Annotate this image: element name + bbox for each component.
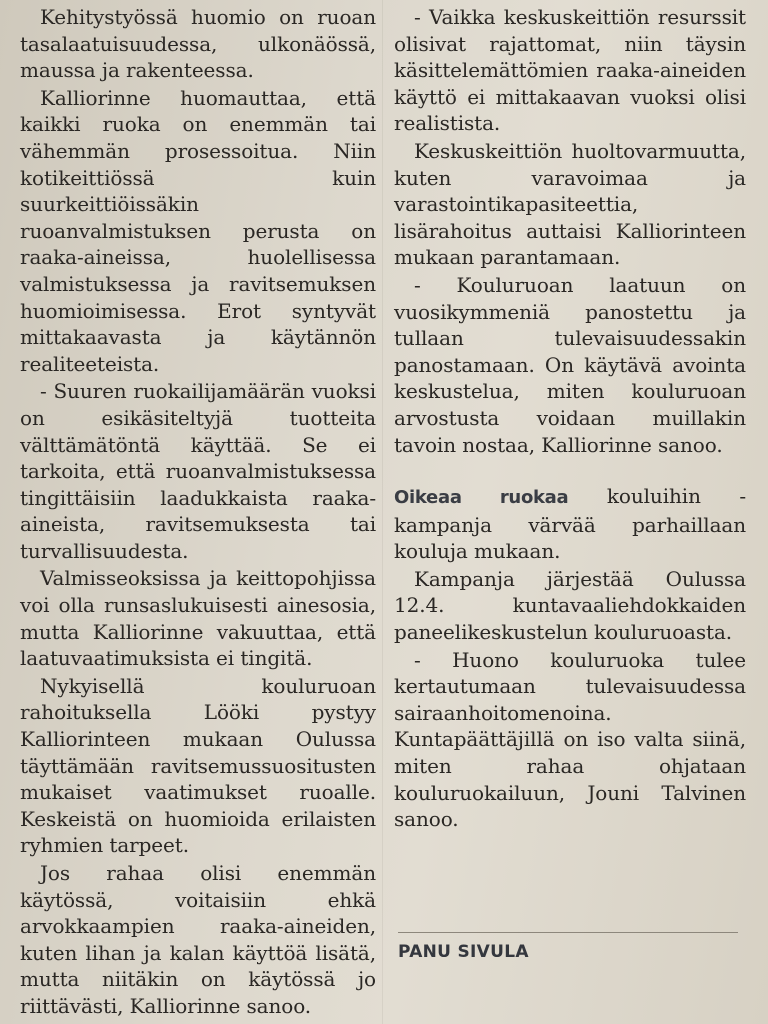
paragraph: Valmisseoksissa ja keittopohjissa voi olla runsaslukuisesti ainesosia, mutta Kalliorinne vakuuttaa, että laatuvaatimuksista ei tingitä. (20, 566, 376, 671)
campaign-paragraph (394, 483, 746, 565)
paragraph: - Kouluruoan laatuun on vuosikymmeniä panostettu ja tullaan tulevaisuudessakin panostamaan. On käytävä avointa keskustelua, miten kouluruoan arvostusta voidaan muillakin tavoin nostaa, Kalliorinne sanoo. (394, 272, 746, 457)
author-byline: PANU SIVULA (398, 942, 529, 962)
paragraph: - Suuren ruokailijamäärän vuoksi on esikäsiteltyjä tuotteita välttämätöntä käyttää. Se ei tarkoita, että ruoanvalmistuksessa tingittäisiin laadukkaista raaka-aineista, ravitsemuksesta tai turvallisuudesta. (20, 379, 376, 563)
paragraph: - Huono kouluruoka tulee kertautumaan tulevaisuudessa sairaanhoitomenoina. Kuntapäättäjillä on iso valta siinä, miten rahaa ohjataan kouluruokailuun, Jouni Talvinen sanoo. (394, 647, 746, 832)
paragraph: Kalliorinne huomauttaa, että kaikki ruoka on enemmän tai vähemmän prosessoitua. Niin kotikeittiössä kuin suurkeittiöissäkin ruoanvalmistuksen perusta on raaka-aineissa, huolellisessa valmistuksessa ja ravitsemuksen huomioimisessa. Erot syntyvät mittakaavasta ja käytännön realiteeteista. (20, 85, 376, 376)
campaign-paragraph-text: kouluihin -kampanja värvää parhaillaan kouluja mukaan. (394, 484, 746, 564)
article-column-right (394, 4, 746, 834)
paragraph: Kampanja järjestää Oulussa 12.4. kuntavaaliehdokkaiden paneelikeskustelun kouluruoasta. (394, 566, 746, 645)
paragraph: Keskuskeittiön huoltovarmuutta, kuten varavoimaa ja varastointikapasiteettia, lisärahoitus auttaisi Kalliorinteen mukaan parantamaan. (394, 138, 746, 270)
byline-rule (398, 932, 738, 933)
column-divider (382, 0, 383, 1024)
paragraph: - Vaikka keskuskeittiön resurssit olisivat rajattomat, niin täysin käsittelemättömien raaka-aineiden käyttö ei mittakaavan vuoksi olisi realistista. (394, 5, 746, 136)
paragraph: Jos rahaa olisi enemmän käytössä, voitaisiin ehkä arvokkaampien raaka-aineiden, kuten lihan ja kalan käyttöä lisätä, mutta niitäkin on käytössä jo riittävästi, Kalliorinne sanoo. (20, 861, 376, 1018)
section-spacer (394, 459, 746, 483)
article-column-left (20, 4, 376, 1021)
paragraph: Nykyisellä kouluruoan rahoituksella Lööki pystyy Kalliorinteen mukaan Oulussa täyttämään ravitsemussuositusten mukaiset vaatimukset ruoalle. Keskeistä on huomioida erilaisten ryhmien tarpeet. (20, 673, 376, 858)
paragraph: Kehitystyössä huomio on ruoan tasalaatuisuudessa, ulkonäössä, maussa ja rakenteessa. (20, 5, 376, 83)
campaign-name: Oikeaa ruokaa (394, 487, 569, 509)
